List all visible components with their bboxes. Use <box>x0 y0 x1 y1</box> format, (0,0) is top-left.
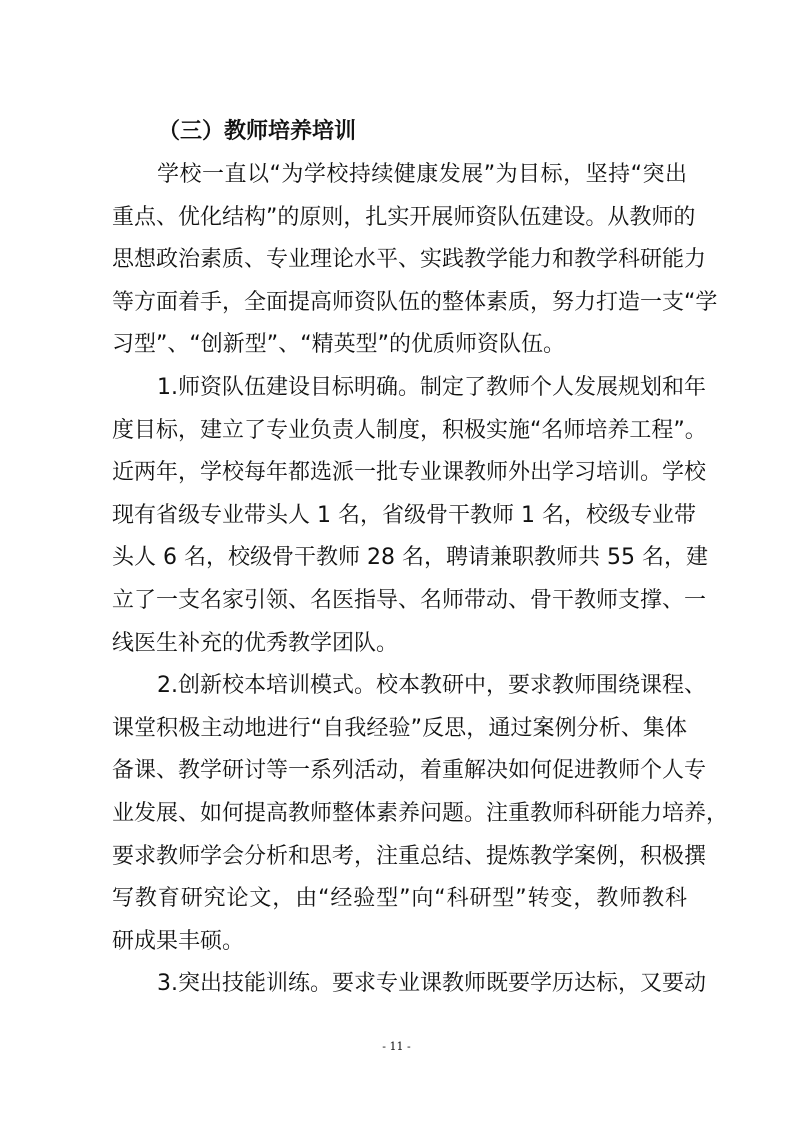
text-line: 等方面着手，全面提高师资队伍的整体素质，努力打造一支“学 <box>112 289 718 315</box>
text-line: 1.师资队伍建设目标明确。制定了教师个人发展规划和年 <box>157 374 706 400</box>
text-line: 备课、教学研讨等一系列活动，着重解决如何促进教师个人专 <box>112 758 707 784</box>
body-text <box>112 154 729 1006</box>
section-heading: （三）教师培养培训 <box>158 119 357 144</box>
text-line: 习型”、“创新型”、“精英型”的优质师资队伍。 <box>112 332 565 358</box>
text-line: 近两年，学校每年都选派一批专业课教师外出学习培训。学校 <box>112 460 707 486</box>
text-line: 学校一直以“为学校持续健康发展”为目标，坚持“突出 <box>157 162 687 187</box>
text-line: 2.创新校本培训模式。校本教研中，要求教师围绕课程、 <box>157 673 706 699</box>
text-line: 线医生补充的优秀教学团队。 <box>112 630 399 656</box>
text-line: 思想政治素质、专业理论水平、实践教学能力和教学科研能力 <box>112 247 707 273</box>
text-line: 头人 6 名，校级骨干教师 28 名，聘请兼职教师共 55 名，建 <box>112 545 708 571</box>
text-line: 3.突出技能训练。要求专业课教师既要学历达标，又要动 <box>157 971 706 997</box>
text-line: 重点、优化结构”的原则，扎实开展师资队伍建设。从教师的 <box>112 204 696 230</box>
text-line: 写教育研究论文，由“经验型”向“科研型”转变，教师教科 <box>112 886 687 912</box>
text-line: 研成果丰硕。 <box>112 928 245 954</box>
page-number: - 11 - <box>382 1040 411 1053</box>
text-line: 课堂积极主动地进行“自我经验”反思，通过案例分析、集体 <box>112 715 687 741</box>
text-line: 度目标，建立了专业负责人制度，积极实施“名师培养工程”。 <box>112 417 707 443</box>
text-line: 现有省级专业带头人 1 名，省级骨干教师 1 名，校级专业带 <box>112 502 696 528</box>
text-line: 立了一支名家引领、名医指导、名师带动、骨干教师支撑、一 <box>112 587 707 613</box>
text-line: 要求教师学会分析和思考，注重总结、提炼教学案例，积极撰 <box>112 843 707 869</box>
text-line: 业发展、如何提高教师整体素养问题。注重教师科研能力培养， <box>112 800 729 826</box>
